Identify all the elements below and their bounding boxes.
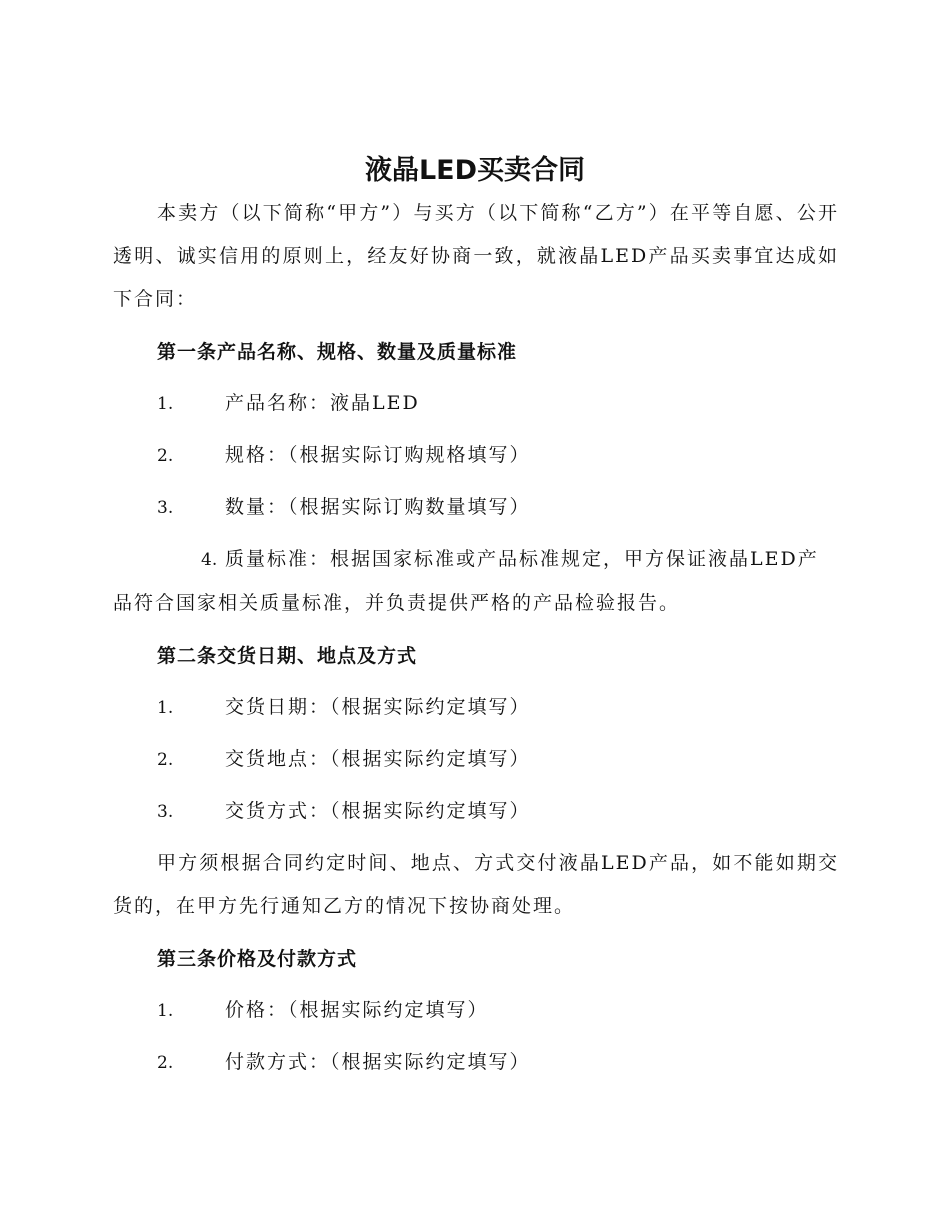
- item-number: 1.: [157, 394, 174, 414]
- item-number: 1.: [157, 1001, 174, 1021]
- section-2-note: 甲方须根据合同约定时间、地点、方式交付液晶LED产品，如不能如期交货的，在甲方先行通知乙方的情况下按协商处理。: [113, 852, 839, 917]
- item-number: 2.: [157, 446, 174, 466]
- item-text: 规格：（根据实际订购规格填写）: [225, 444, 531, 466]
- item-number: 3.: [157, 498, 174, 518]
- section-2-heading: 第二条交货日期、地点及方式: [157, 645, 418, 667]
- section-1-item-4: [113, 538, 839, 625]
- item-text: 交货日期：（根据实际约定填写）: [225, 696, 531, 718]
- item-text: 交货地点：（根据实际约定填写）: [225, 748, 531, 770]
- item-number: 2.: [157, 750, 174, 770]
- item-number: 2.: [157, 1053, 174, 1073]
- item-text: 价格：（根据实际约定填写）: [225, 999, 489, 1021]
- item-text: 交货方式：（根据实际约定填写）: [225, 800, 531, 822]
- section-1-item-2: [113, 434, 839, 478]
- document-title: 液晶LED买卖合同: [364, 155, 586, 186]
- section-3-item-1: [113, 989, 839, 1033]
- section-1-heading: 第一条产品名称、规格、数量及质量标准: [157, 341, 518, 363]
- section-1-item-3: [113, 486, 839, 530]
- item-text: 付款方式：（根据实际约定填写）: [225, 1051, 531, 1073]
- section-2-item-1: [113, 686, 839, 730]
- item-number: 4.: [201, 550, 218, 570]
- section-2-item-2: [113, 738, 839, 782]
- section-2-item-3: [113, 790, 839, 834]
- section-3-heading: 第三条价格及付款方式: [157, 948, 358, 970]
- item-number: 3.: [157, 802, 174, 822]
- item-text: 产品名称：液晶LED: [225, 392, 420, 414]
- document-body: [113, 192, 839, 1085]
- section-1-item-1: [113, 382, 839, 426]
- intro-paragraph: 本卖方（以下简称“甲方”）与买方（以下简称“乙方”）在平等自愿、公开透明、诚实信用的原则上，经友好协商一致，就液晶LED产品买卖事宜达成如下合同：: [113, 202, 839, 310]
- item-number: 1.: [157, 698, 174, 718]
- item-text: 质量标准：根据国家标准或产品标准规定，甲方保证液晶LED产品符合国家相关质量标准，并负责提供严格的产品检验报告。: [113, 548, 819, 614]
- section-3-item-2: [113, 1041, 839, 1085]
- item-text: 数量：（根据实际订购数量填写）: [225, 496, 531, 518]
